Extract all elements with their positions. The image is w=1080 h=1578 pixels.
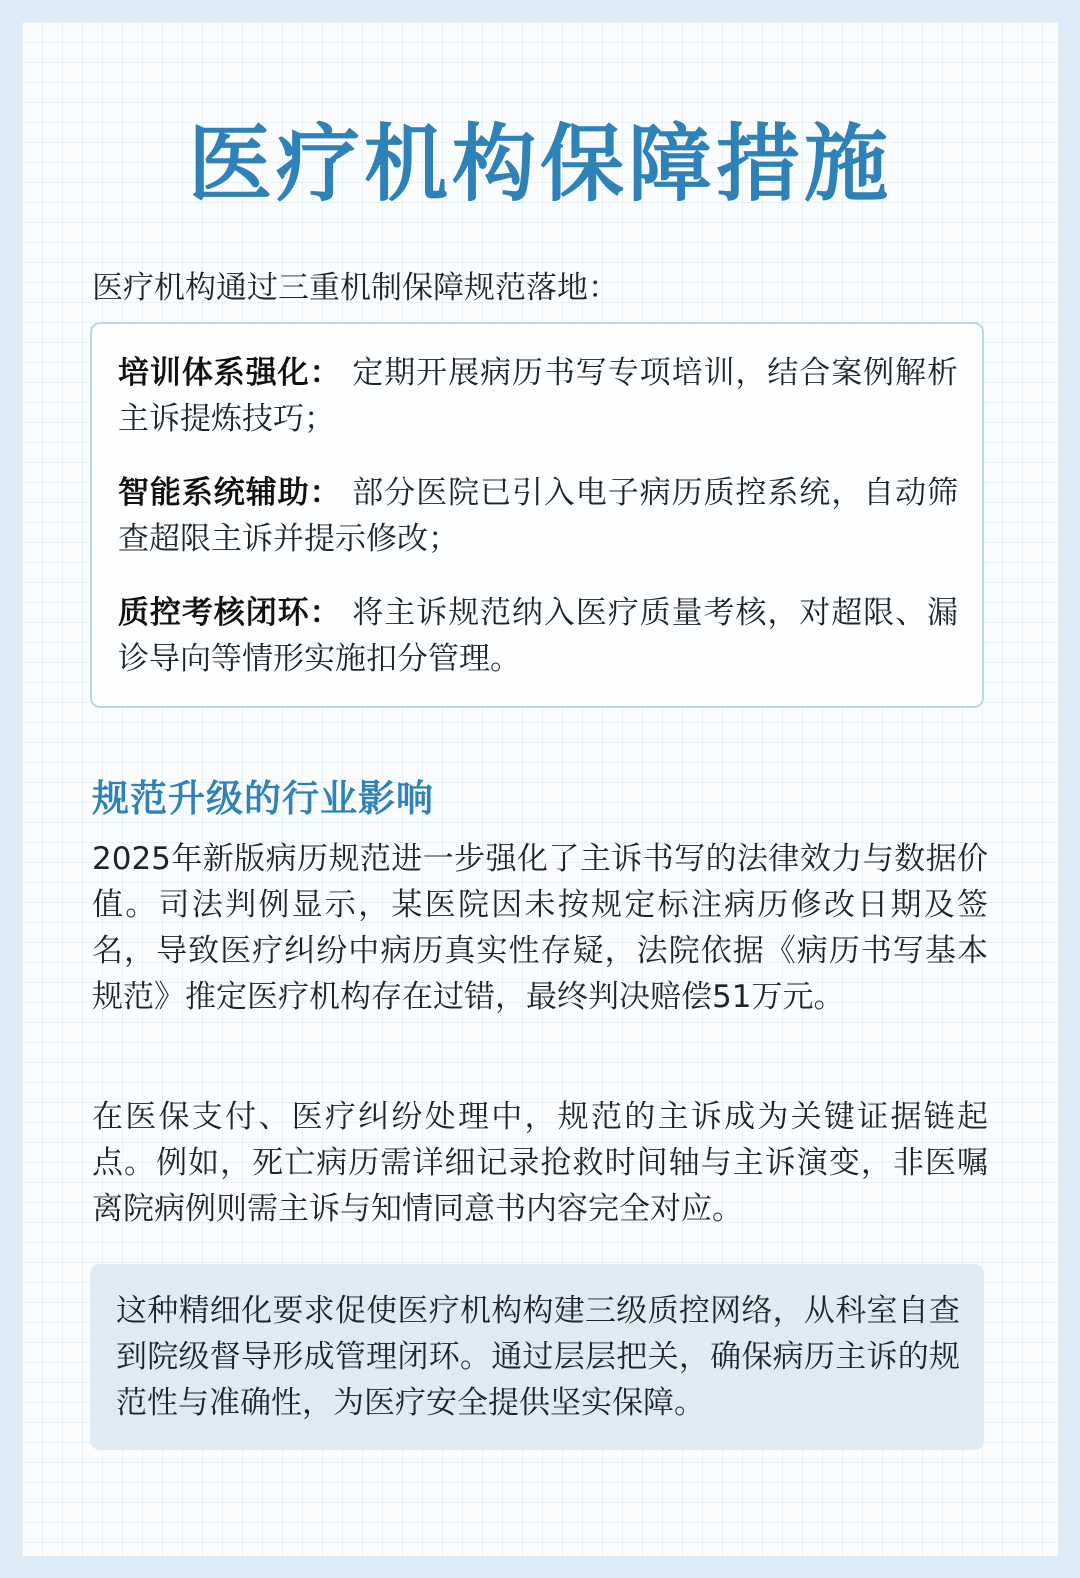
measure-heading: 智能系统辅助： bbox=[118, 475, 342, 511]
measure-text: 将主诉规范纳入医疗质量考核，对超限、漏诊导向等情形实施扣分管理。 bbox=[118, 595, 959, 677]
paragraph-legal-effect: 2025年新版病历规范进一步强化了主诉书写的法律效力与数据价值。司法判例显示，某医院因未按规定标注病历修改日期及签名，导致医疗纠纷中病历真实性存疑，法院依据《病历书写基本规范》推定医疗机构存在过错，最终判决赔偿51万元。 bbox=[92, 841, 988, 1015]
summary-callout: 这种精细化要求促使医疗机构构建三级质控网络，从科室自查到院级督导形成管理闭环。通过层层把关，确保病历主诉的规范性与准确性，为医疗安全提供坚实保障。 bbox=[90, 1264, 984, 1450]
paragraph-evidence-chain: 在医保支付、医疗纠纷处理中，规范的主诉成为关键证据链起点。例如，死亡病历需详细记录抢救时间轴与主诉演变，非医嘱离院病例则需主诉与知情同意书内容完全对应。 bbox=[92, 1099, 988, 1227]
measure-item-smart-system bbox=[118, 470, 958, 562]
measure-item-training bbox=[118, 350, 958, 442]
measure-item-quality-control bbox=[118, 590, 958, 682]
measure-heading: 培训体系强化： bbox=[118, 355, 342, 391]
section-title: 规范升级的行业影响 bbox=[92, 777, 434, 820]
document-sheet bbox=[22, 22, 1058, 1556]
measures-box bbox=[90, 322, 984, 708]
intro-text: 医疗机构通过三重机制保障规范落地： bbox=[92, 270, 619, 306]
measure-text: 定期开展病历书写专项培训，结合案例解析主诉提炼技巧； bbox=[118, 355, 959, 437]
measure-text: 部分医院已引入电子病历质控系统，自动筛查超限主诉并提示修改； bbox=[118, 475, 959, 557]
measure-heading: 质控考核闭环： bbox=[118, 595, 342, 631]
page-title: 医疗机构保障措施 bbox=[187, 115, 892, 213]
